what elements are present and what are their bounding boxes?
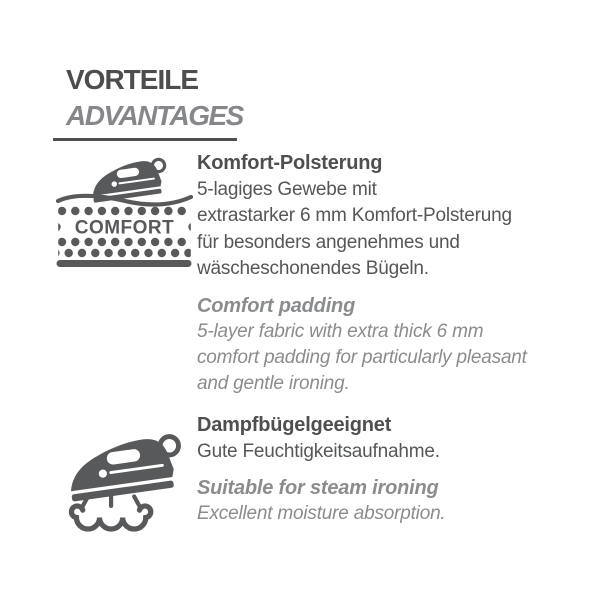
section1-german-line: extrastarker 6 mm Komfort-Polsterung [197, 205, 512, 226]
iron-on-comfort-padding-icon [55, 148, 195, 276]
section-comfort-padding [197, 150, 527, 397]
header-title-english: ADVANTAGES [66, 100, 243, 131]
steam-iron-icon [55, 424, 195, 536]
section1-heading-english: Comfort padding [197, 294, 356, 317]
header-divider [53, 138, 237, 141]
section1-english-line: and gentle ironing. [197, 372, 350, 394]
section-steam-ironing [197, 412, 446, 527]
header-title-german: VORTEILE [66, 64, 199, 95]
header [66, 62, 243, 134]
section2-heading-english: Suitable for steam ironing [197, 477, 439, 499]
section2-english-line: Excellent moisture absorption. [197, 503, 446, 524]
steam-puffs [71, 495, 150, 529]
comfort-padding-fabric [55, 196, 195, 264]
section1-german-line: wäscheschonendes Bügeln. [197, 258, 429, 279]
section2-heading-german: Dampfbügelgeeignet [197, 414, 392, 436]
section1-english-line: comfort padding for particularly pleasant [197, 346, 527, 368]
section2-german-line: Gute Feuchtigkeitsaufnahme. [197, 440, 440, 462]
section1-german-line: 5-lagiges Gewebe mit [197, 178, 377, 200]
section1-heading-german: Komfort-Polsterung [197, 152, 383, 174]
section1-german-line: für besonders angenehmes und [197, 231, 460, 253]
comfort-label-text: COMFORT [74, 217, 175, 239]
section1-english-line: 5-layer fabric with extra thick 6 mm [197, 320, 484, 342]
